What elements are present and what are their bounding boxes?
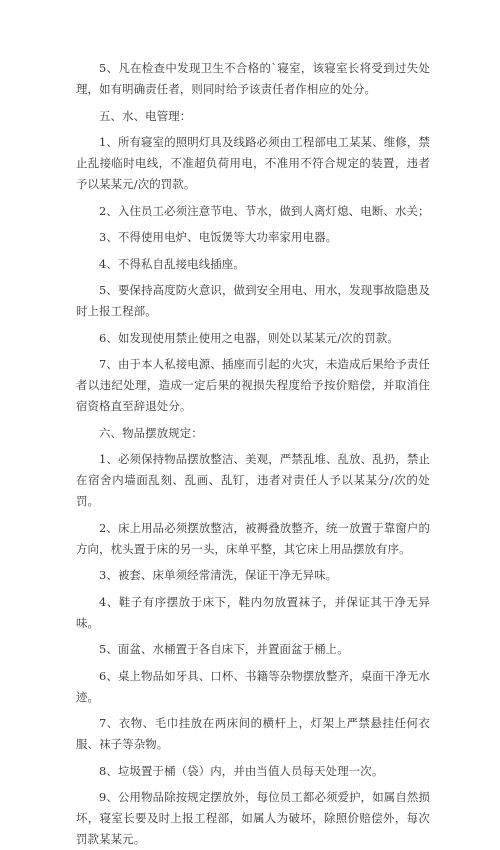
paragraph-items-8: 8、垃圾置于桶（袋）内，并由当值人员每天处理一次。 [99, 763, 384, 778]
paragraph-electric-1: 1、所有寝室的照明灯具及线路必须由工程部电工某某、维修，禁止乱接临时电线，不准超负荷用电，不准用不符合规定的装置，违者予以某某元/次的罚款。 [76, 135, 430, 191]
paragraph-electric-3: 3、不得使用电炉、电饭煲等大功率家用电器。 [99, 230, 338, 244]
paragraph-items-1: 1、必须保持物品摆放整洁、美观，严禁乱堆、乱放、乱扔，禁止在宿舍内墙面乱刻、乱画、乱钉，违者对责任人予以某某分/次的处罚。 [76, 452, 430, 508]
paragraph-items-3: 3、被套、床单须经常清洗，保证干净无异味。 [99, 568, 338, 582]
paragraph-items-2: 2、床上用品必须摆放整洁，被褥叠放整齐，统一放置于靠窗户的方向，枕头置于床的另一头，床单平整，其它床上用品摆放有序。 [76, 520, 430, 556]
paragraph-items-6: 6、桌上物品如牙具、口杯、书籍等杂物摆放整齐，桌面干净无水迹。 [76, 668, 430, 704]
paragraph-items-7: 7、衣物、毛巾挂放在两床间的横杆上，灯架上严禁悬挂任何衣服、袜子等杂物。 [76, 716, 430, 751]
paragraph-electric-5: 5、要保持高度防火意识，做到安全用电、用水，发现事故隐患及时上报工程部。 [76, 283, 430, 318]
paragraph-electric-6: 6、如发现使用禁止使用之电器，则处以某某元/次的罚款。 [99, 330, 399, 345]
paragraph-items-5: 5、面盆、水桶置于各自床下，并置面盆于桶上。 [99, 642, 349, 656]
paragraph-hygiene-5: 5、凡在检查中发现卫生不合格的`寝室，该寝室长将受到过失处理，如有明确责任者，则同时给予该责任者作相应的处分。 [76, 61, 430, 96]
section-heading-item-placement: 六、物品摆放规定： [99, 425, 203, 440]
paragraph-electric-4: 4、不得私自乱接电线插座。 [99, 256, 245, 271]
paragraph-electric-2: 2、入住员工必须注意节电、节水，做到人离灯熄、电断、水关； [99, 203, 430, 218]
section-heading-water-electricity: 五、水、电管理： [99, 108, 192, 123]
paragraph-items-9: 9、公用物品除按规定摆放外，每位员工都必须爱护，如属自然损坏，寝室长要及时上报工程部，如属人为破坏，除照价赔偿外，每次罚款某某元。 [76, 790, 430, 846]
paragraph-items-4: 4、鞋子有序摆放于床下，鞋内勿放置袜子，并保证其干净无异味。 [76, 594, 430, 630]
paragraph-electric-7: 7、由于本人私接电源、插座而引起的火灾，未造成后果给予责任者以违纪处理，造成一定后果的视损失程度给予按价赔偿，并取消住宿资格直至辞退处分。 [76, 357, 430, 413]
